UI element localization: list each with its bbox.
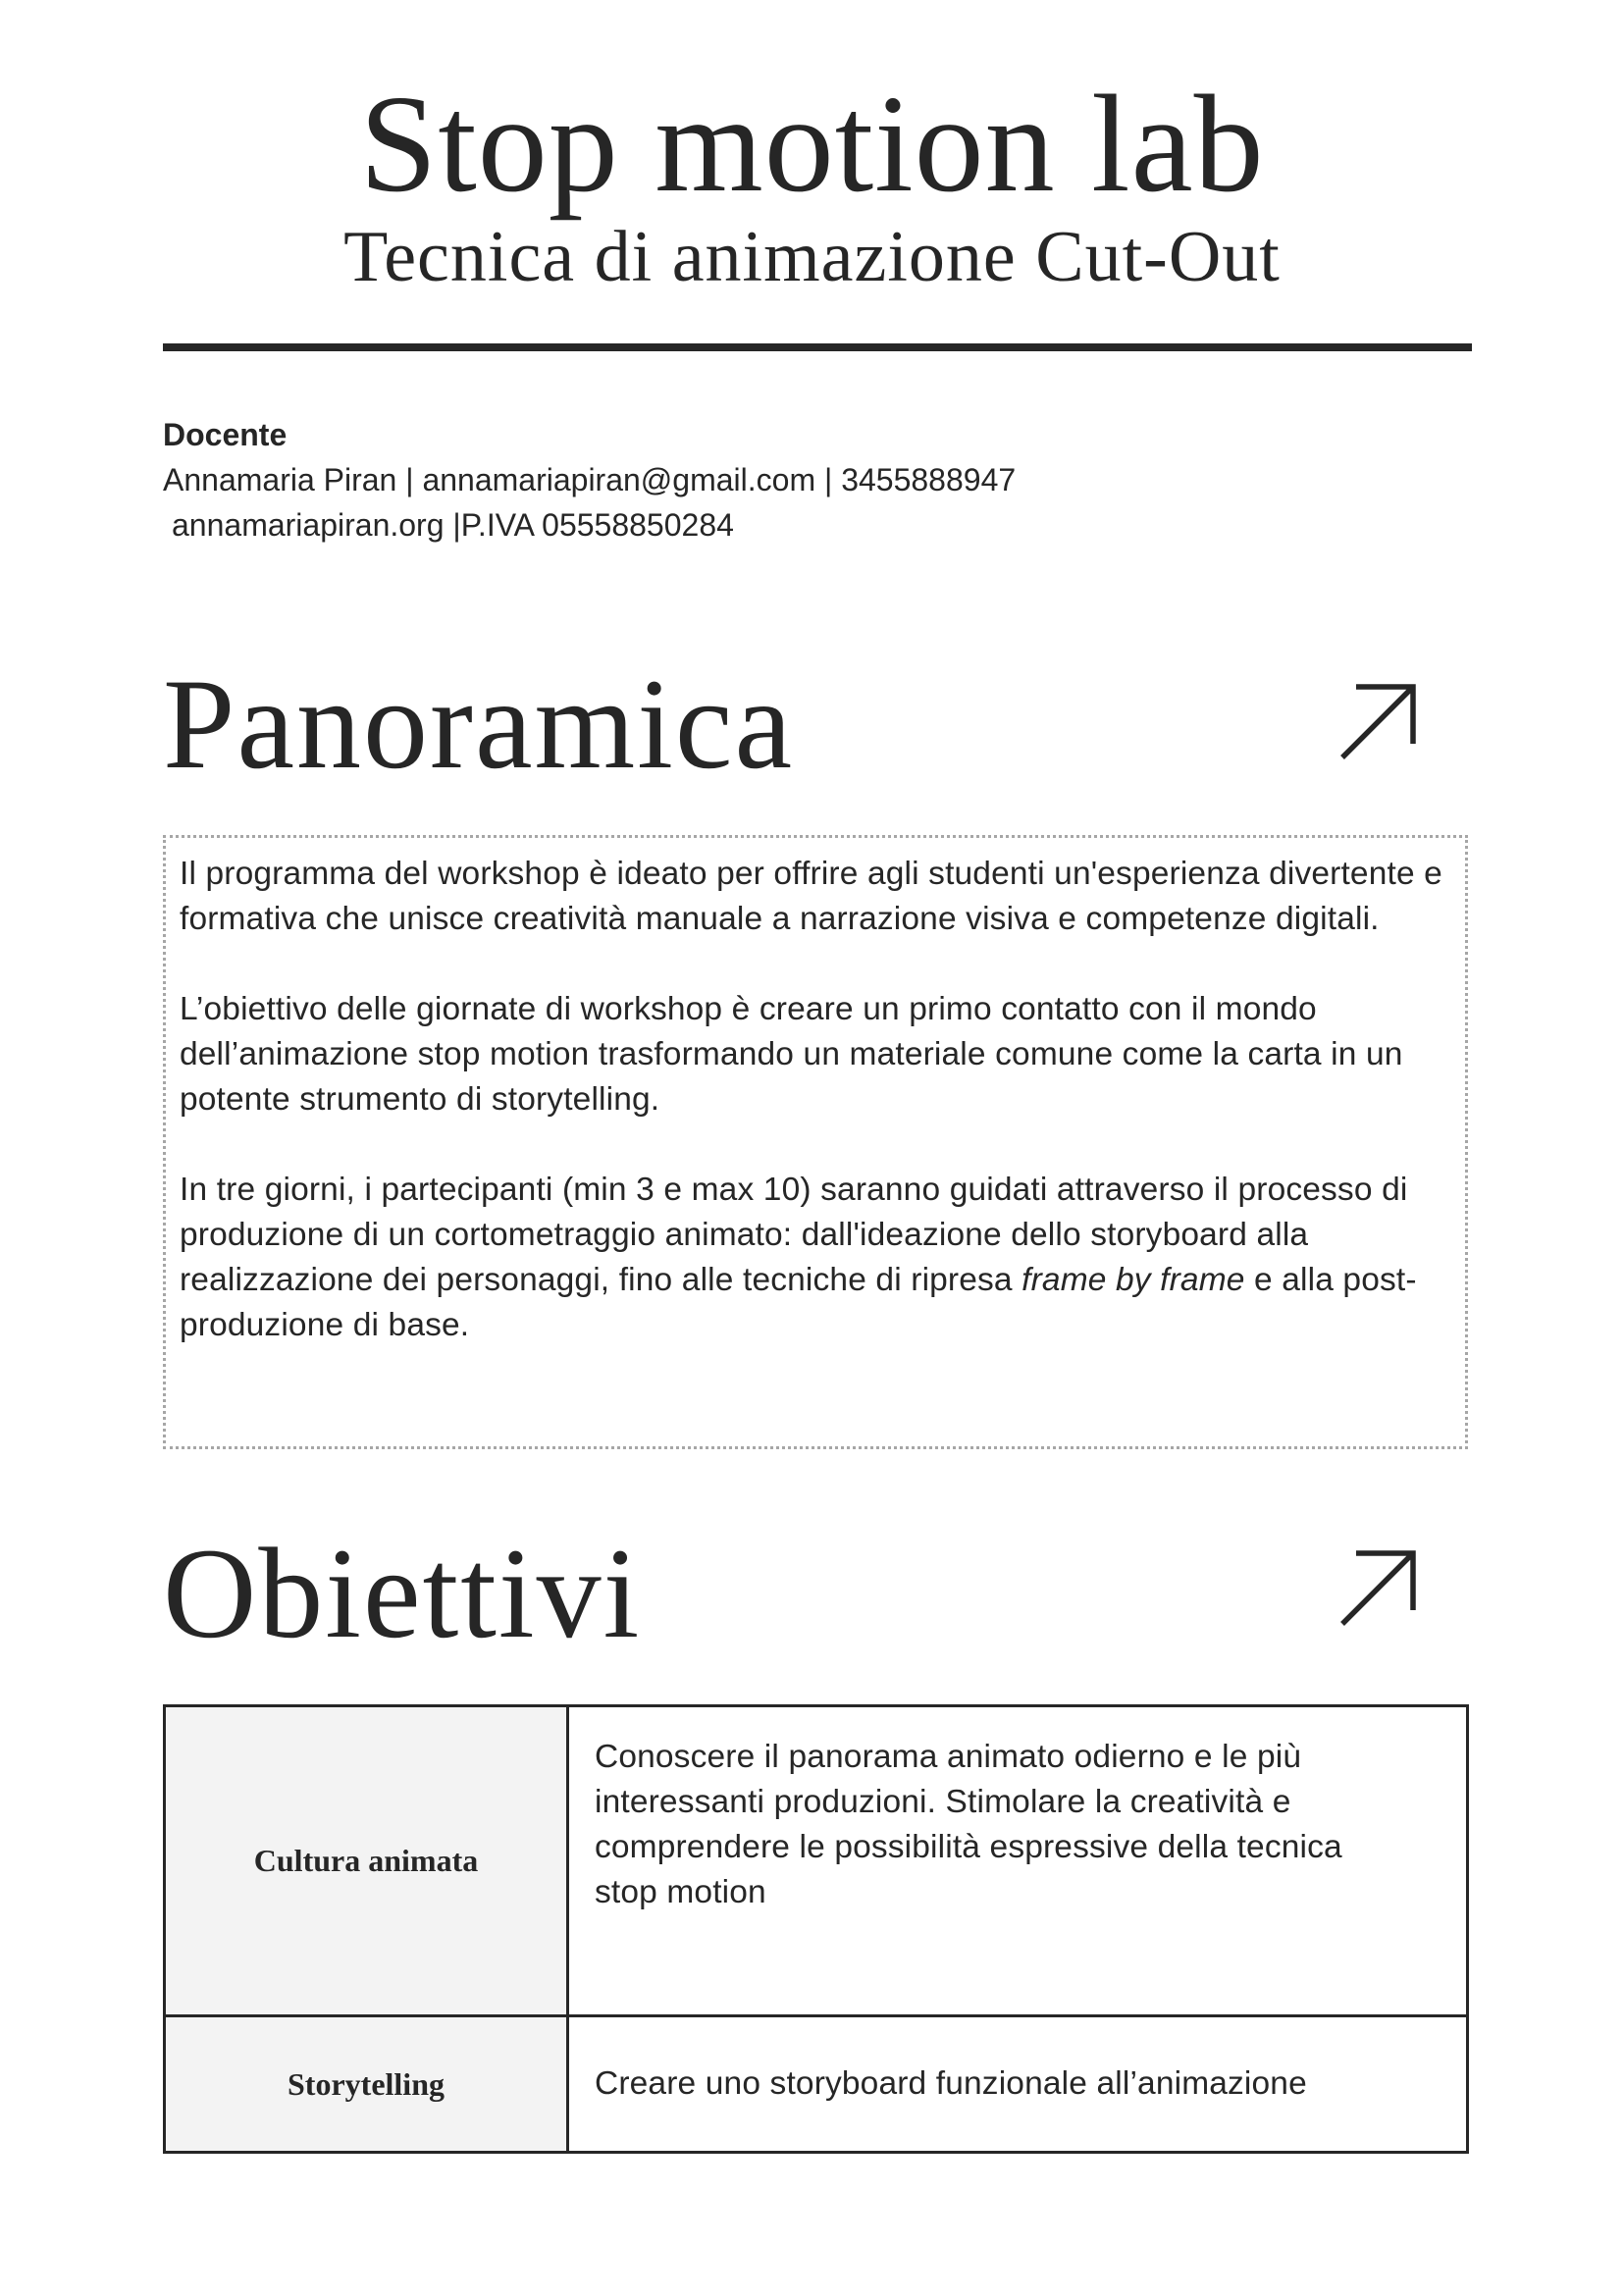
objective-label: Cultura animata [165,1706,568,2016]
arrow-up-right-icon [1335,1543,1423,1632]
overview-paragraph-2: L’obiettivo delle giornate di workshop è creare un primo contatto con il mondo dell’animazione stop motion trasformando un materiale comune come la carta in un potente strumento di storytelling. [180,991,1403,1118]
document-title: Stop motion lab [359,66,1265,221]
overview-heading: Panoramica [163,652,795,796]
overview-paragraph-3: In tre giorni, i partecipanti (min 3 e max 10) saranno guidati attraverso il processo di produzione di un cortometraggio animato: dall'ideazione dello storyboard alla realizzazione dei personaggi, fino alle tecniche di ripresa frame by frame e alla post-produzione di base. [180,1172,1417,1343]
table-row [165,1706,1468,2016]
objective-description: Creare uno storyboard funzionale all’animazione [568,2016,1468,2153]
teacher-website-line: annamariapiran.org |P.IVA 05558850284 [172,507,734,543]
teacher-contact-line: Annamaria Piran | annamariapiran@gmail.com | 3455888947 [163,462,1017,497]
overview-box [163,835,1468,1449]
teacher-label: Docente [163,417,288,452]
frame-by-frame-emphasis: frame by frame [1022,1262,1245,1298]
document-subtitle: Tecnica di animazione Cut-Out [343,217,1281,297]
header-divider [163,343,1472,351]
objective-label: Storytelling [165,2016,568,2153]
teacher-info [163,412,1016,548]
objectives-table [163,1704,1469,2154]
objectives-heading: Obiettivi [163,1521,642,1665]
objective-description: Conoscere il panorama animato odierno e le più interessanti produzioni. Stimolare la creatività e comprendere le possibilità espressive della tecnica stop motion [568,1706,1468,2016]
overview-paragraph-1: Il programma del workshop è ideato per offrire agli studenti un'esperienza divertente e formativa che unisce creatività manuale a narrazione visiva e competenze digitali. [180,856,1442,937]
arrow-up-right-icon [1335,677,1423,765]
table-row [165,2016,1468,2153]
